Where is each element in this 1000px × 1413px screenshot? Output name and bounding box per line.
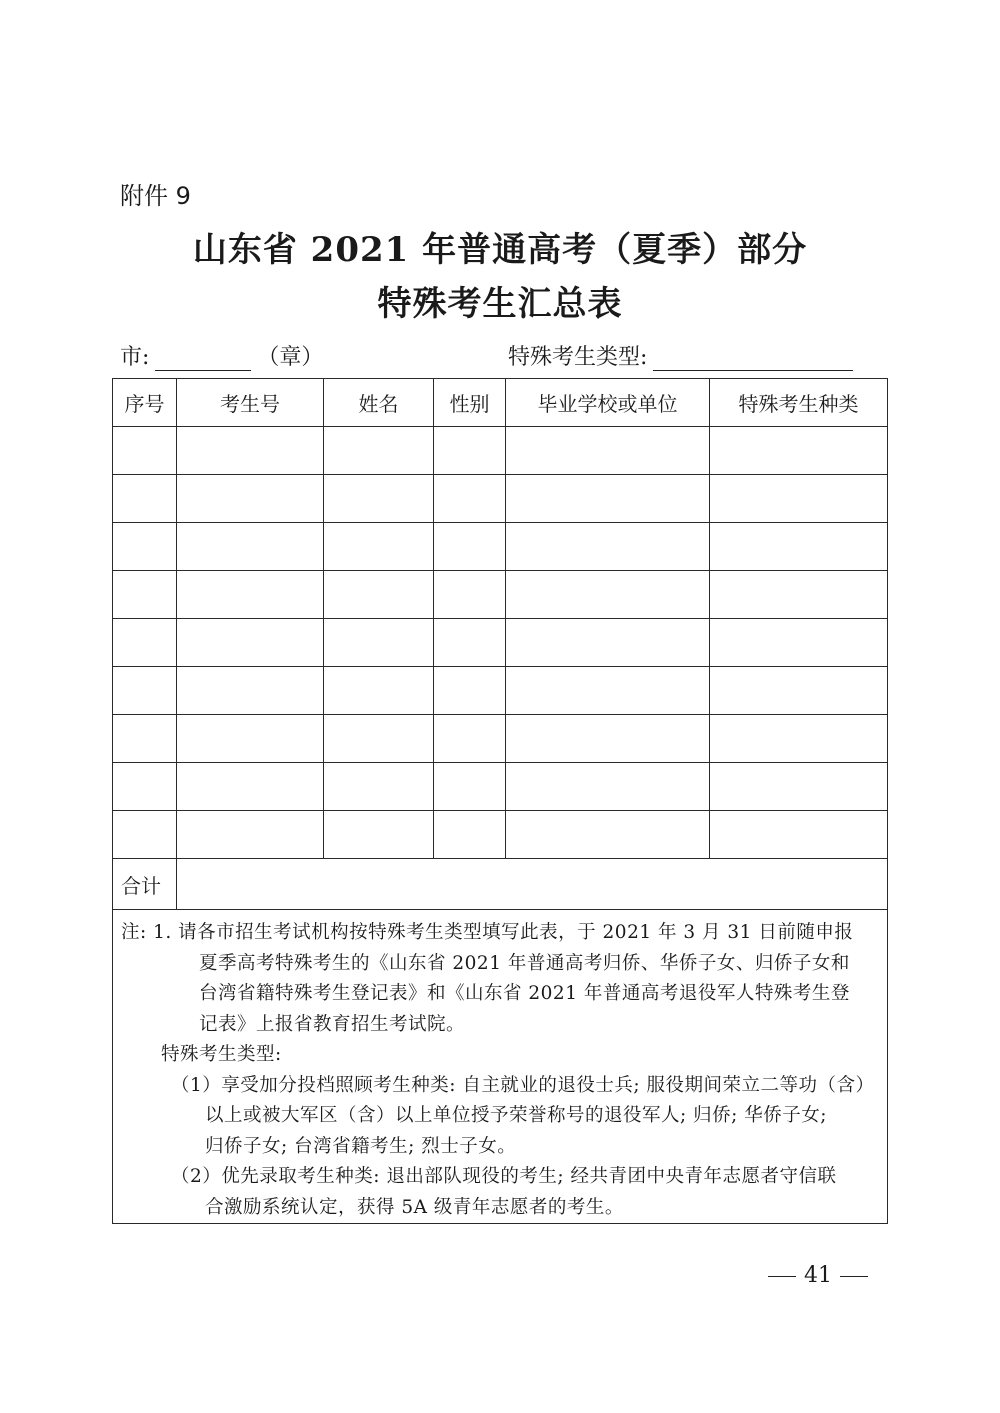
note-line: 记表》上报省教育招生考试院。 bbox=[199, 1013, 466, 1035]
table-header-row bbox=[113, 379, 888, 427]
header-name: 姓名 bbox=[324, 379, 434, 427]
note-line: 合激励系统认定，获得 5A 级青年志愿者的考生。 bbox=[205, 1196, 624, 1218]
name-cell bbox=[324, 571, 434, 619]
serial-number-cell bbox=[113, 427, 177, 475]
school-or-unit-cell bbox=[506, 811, 710, 859]
table-row bbox=[113, 523, 888, 571]
note-line: （2）优先录取考生种类: 退出部队现役的考生; 经共青团中央青年志愿者守信联 bbox=[171, 1166, 837, 1187]
total-value-cell bbox=[177, 859, 888, 910]
special-category-cell bbox=[710, 427, 888, 475]
gender-cell bbox=[434, 715, 506, 763]
candidate-number-cell bbox=[177, 619, 324, 667]
gender-cell bbox=[434, 523, 506, 571]
attachment-label: 附件 9 bbox=[120, 182, 191, 210]
candidate-number-cell bbox=[177, 475, 324, 523]
gender-cell bbox=[434, 475, 506, 523]
candidate-number-cell bbox=[177, 571, 324, 619]
notes-cell bbox=[113, 910, 888, 1224]
header-candidate-number: 考生号 bbox=[177, 379, 324, 427]
candidate-number-cell bbox=[177, 523, 324, 571]
name-cell bbox=[324, 715, 434, 763]
table-row bbox=[113, 811, 888, 859]
header-gender: 性别 bbox=[434, 379, 506, 427]
school-or-unit-cell bbox=[506, 763, 710, 811]
special-category-cell bbox=[710, 523, 888, 571]
table-row bbox=[113, 715, 888, 763]
table-row bbox=[113, 763, 888, 811]
gender-cell bbox=[434, 427, 506, 475]
school-or-unit-cell bbox=[506, 715, 710, 763]
serial-number-cell bbox=[113, 475, 177, 523]
school-or-unit-cell bbox=[506, 427, 710, 475]
table-row bbox=[113, 475, 888, 523]
table-row bbox=[113, 427, 888, 475]
gender-cell bbox=[434, 763, 506, 811]
document-title-line1: 山东省 2021 年普通高考（夏季）部分 bbox=[192, 230, 808, 270]
note-line: 台湾省籍特殊考生登记表》和《山东省 2021 年普通高考退役军人特殊考生登 bbox=[199, 983, 850, 1004]
special-type-label: 特殊考生类型: bbox=[508, 345, 648, 370]
name-cell bbox=[324, 763, 434, 811]
header-special-category: 特殊考生种类 bbox=[710, 379, 888, 427]
candidate-number-cell bbox=[177, 667, 324, 715]
summary-table bbox=[112, 378, 888, 1224]
note-line: 归侨子女; 台湾省籍考生; 烈士子女。 bbox=[205, 1135, 517, 1157]
special-category-cell bbox=[710, 475, 888, 523]
school-or-unit-cell bbox=[506, 571, 710, 619]
serial-number-cell bbox=[113, 811, 177, 859]
name-cell bbox=[324, 475, 434, 523]
note-line: 特殊考生类型: bbox=[161, 1044, 282, 1065]
page-number bbox=[760, 1263, 876, 1288]
total-label: 合计 bbox=[113, 859, 177, 910]
special-type-blank-line bbox=[653, 348, 853, 371]
candidate-number-cell bbox=[177, 763, 324, 811]
serial-number-cell bbox=[113, 571, 177, 619]
note-line: （1）享受加分投档照顾考生种类: 自主就业的退役士兵; 服役期间荣立二等功（含） bbox=[171, 1074, 875, 1096]
special-category-cell bbox=[710, 619, 888, 667]
school-or-unit-cell bbox=[506, 475, 710, 523]
table-row bbox=[113, 667, 888, 715]
table-row bbox=[113, 619, 888, 667]
school-or-unit-cell bbox=[506, 523, 710, 571]
note-line: 以上或被大军区（含）以上单位授予荣誉称号的退役军人; 归侨; 华侨子女; bbox=[205, 1105, 827, 1126]
name-cell bbox=[324, 523, 434, 571]
serial-number-cell bbox=[113, 667, 177, 715]
header-school-or-unit: 毕业学校或单位 bbox=[506, 379, 710, 427]
note-line: 夏季高考特殊考生的《山东省 2021 年普通高考归侨、华侨子女、归侨子女和 bbox=[199, 952, 850, 974]
school-or-unit-cell bbox=[506, 619, 710, 667]
candidate-number-cell bbox=[177, 715, 324, 763]
seal-label: （章） bbox=[257, 345, 324, 370]
special-category-cell bbox=[710, 715, 888, 763]
serial-number-cell bbox=[113, 715, 177, 763]
name-cell bbox=[324, 427, 434, 475]
candidate-number-cell bbox=[177, 427, 324, 475]
name-cell bbox=[324, 667, 434, 715]
candidate-number-cell bbox=[177, 811, 324, 859]
page-number-dash-right bbox=[840, 1276, 868, 1277]
name-cell bbox=[324, 811, 434, 859]
city-field-row bbox=[120, 340, 323, 371]
special-category-cell bbox=[710, 811, 888, 859]
note-line: 注: 1. 请各市招生考试机构按特殊考生类型填写此表，于 2021 年 3 月 31 日前随申报 bbox=[121, 922, 854, 943]
page-number-value: 41 bbox=[804, 1263, 832, 1288]
name-cell bbox=[324, 619, 434, 667]
special-category-cell bbox=[710, 571, 888, 619]
page-number-dash-left bbox=[768, 1276, 796, 1277]
serial-number-cell bbox=[113, 619, 177, 667]
gender-cell bbox=[434, 811, 506, 859]
table-row bbox=[113, 571, 888, 619]
serial-number-cell bbox=[113, 523, 177, 571]
gender-cell bbox=[434, 667, 506, 715]
city-blank-line bbox=[155, 348, 251, 371]
gender-cell bbox=[434, 619, 506, 667]
serial-number-cell bbox=[113, 763, 177, 811]
total-row bbox=[113, 859, 888, 910]
city-label: 市: bbox=[120, 345, 150, 370]
notes-text bbox=[113, 910, 887, 1223]
school-or-unit-cell bbox=[506, 667, 710, 715]
special-category-cell bbox=[710, 763, 888, 811]
gender-cell bbox=[434, 571, 506, 619]
document-title-line2: 特殊考生汇总表 bbox=[377, 284, 623, 324]
header-serial-number: 序号 bbox=[113, 379, 177, 427]
special-type-field-row bbox=[508, 340, 859, 371]
special-category-cell bbox=[710, 667, 888, 715]
notes-row bbox=[113, 910, 888, 1224]
